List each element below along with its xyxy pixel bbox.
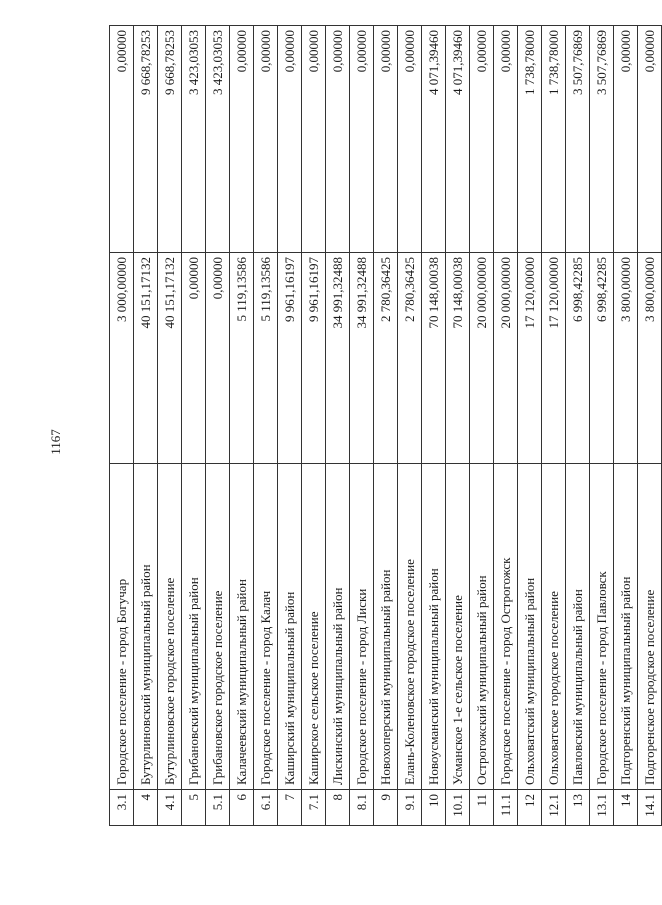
municipality-name-cell: Подгоренское городское поселение: [638, 464, 662, 790]
budget-table: [109, 25, 662, 826]
value-2-cell: 0,00000: [470, 26, 494, 253]
municipality-name-cell: Павловский муниципальный район: [566, 464, 590, 790]
value-1-cell: 17 120,00000: [542, 253, 566, 464]
table-row: [278, 26, 302, 826]
row-number-cell: 13: [566, 790, 590, 826]
value-2-cell: 1 738,78000: [542, 26, 566, 253]
table-row: [302, 26, 326, 826]
value-2-cell: 4 071,39460: [422, 26, 446, 253]
value-1-cell: 0,00000: [182, 253, 206, 464]
value-2-cell: 0,00000: [110, 26, 134, 253]
value-1-cell: 3 000,00000: [110, 253, 134, 464]
table-row: [614, 26, 638, 826]
value-1-cell: 2 780,36425: [398, 253, 422, 464]
municipality-name-cell: Каширский муниципальный район: [278, 464, 302, 790]
table-row: [326, 26, 350, 826]
table-row: [422, 26, 446, 826]
value-2-cell: 0,00000: [230, 26, 254, 253]
table-row: [542, 26, 566, 826]
table-row: [518, 26, 542, 826]
table-row: [590, 26, 614, 826]
municipality-name-cell: Грибановское городское поселение: [206, 464, 230, 790]
municipality-name-cell: Грибановский муниципальный район: [182, 464, 206, 790]
value-1-cell: 20 000,00000: [494, 253, 518, 464]
value-2-cell: 3 507,76869: [590, 26, 614, 253]
municipality-name-cell: Лискинский муниципальный район: [326, 464, 350, 790]
row-number-cell: 12.1: [542, 790, 566, 826]
row-number-cell: 5.1: [206, 790, 230, 826]
municipality-name-cell: Ольховатский муниципальный район: [518, 464, 542, 790]
table-row: [254, 26, 278, 826]
row-number-cell: 14.1: [638, 790, 662, 826]
row-number-cell: 4: [134, 790, 158, 826]
row-number-cell: 10.1: [446, 790, 470, 826]
value-2-cell: 0,00000: [254, 26, 278, 253]
table-row: [182, 26, 206, 826]
row-number-cell: 12: [518, 790, 542, 826]
municipality-name-cell: Каширское сельское поселение: [302, 464, 326, 790]
row-number-cell: 8.1: [350, 790, 374, 826]
value-1-cell: 17 120,00000: [518, 253, 542, 464]
value-2-cell: 0,00000: [398, 26, 422, 253]
table-row: [134, 26, 158, 826]
value-2-cell: 0,00000: [614, 26, 638, 253]
municipality-name-cell: Ольховатское городское поселение: [542, 464, 566, 790]
municipality-name-cell: Бутурлиновский муниципальный район: [134, 464, 158, 790]
municipality-name-cell: Новоусманский муниципальный район: [422, 464, 446, 790]
budget-table-container: [109, 30, 657, 826]
row-number-cell: 3.1: [110, 790, 134, 826]
row-number-cell: 7: [278, 790, 302, 826]
value-2-cell: 1 738,78000: [518, 26, 542, 253]
value-2-cell: 0,00000: [350, 26, 374, 253]
value-1-cell: 40 151,17132: [134, 253, 158, 464]
row-number-cell: 4.1: [158, 790, 182, 826]
value-2-cell: 0,00000: [494, 26, 518, 253]
value-1-cell: 3 800,00000: [614, 253, 638, 464]
row-number-cell: 11.1: [494, 790, 518, 826]
value-1-cell: 20 000,00000: [470, 253, 494, 464]
value-2-cell: 0,00000: [374, 26, 398, 253]
value-2-cell: 3 423,03053: [182, 26, 206, 253]
municipality-name-cell: Елань-Коленовское городское поселение: [398, 464, 422, 790]
value-1-cell: 9 961,16197: [302, 253, 326, 464]
table-row: [494, 26, 518, 826]
value-1-cell: 34 991,32488: [326, 253, 350, 464]
row-number-cell: 13.1: [590, 790, 614, 826]
table-row: [158, 26, 182, 826]
value-1-cell: 70 148,00038: [422, 253, 446, 464]
row-number-cell: 6.1: [254, 790, 278, 826]
value-2-cell: 9 668,78253: [134, 26, 158, 253]
row-number-cell: 7.1: [302, 790, 326, 826]
row-number-cell: 9.1: [398, 790, 422, 826]
table-row: [446, 26, 470, 826]
value-1-cell: 5 119,13586: [230, 253, 254, 464]
row-number-cell: 9: [374, 790, 398, 826]
municipality-name-cell: Подгоренский муниципальный район: [614, 464, 638, 790]
value-1-cell: 34 991,32488: [350, 253, 374, 464]
row-number-cell: 6: [230, 790, 254, 826]
page-number: 1167: [48, 429, 63, 455]
value-2-cell: 0,00000: [278, 26, 302, 253]
value-2-cell: 3 507,76869: [566, 26, 590, 253]
value-1-cell: 0,00000: [206, 253, 230, 464]
value-1-cell: 6 998,42285: [566, 253, 590, 464]
municipality-name-cell: Городское поселение - город Богучар: [110, 464, 134, 790]
value-1-cell: 3 800,00000: [638, 253, 662, 464]
table-body: [110, 26, 662, 826]
municipality-name-cell: Калачеевский муниципальный район: [230, 464, 254, 790]
value-1-cell: 70 148,00038: [446, 253, 470, 464]
municipality-name-cell: Новохоперский муниципальный район: [374, 464, 398, 790]
table-row: [230, 26, 254, 826]
row-number-cell: 11: [470, 790, 494, 826]
value-2-cell: 9 668,78253: [158, 26, 182, 253]
value-1-cell: 9 961,16197: [278, 253, 302, 464]
table-row: [566, 26, 590, 826]
table-row: [110, 26, 134, 826]
value-2-cell: 3 423,03053: [206, 26, 230, 253]
row-number-cell: 14: [614, 790, 638, 826]
row-number-cell: 10: [422, 790, 446, 826]
municipality-name-cell: Острогожский муниципальный район: [470, 464, 494, 790]
value-2-cell: 0,00000: [326, 26, 350, 253]
table-row: [638, 26, 662, 826]
municipality-name-cell: Усманское 1-е сельское поселение: [446, 464, 470, 790]
value-1-cell: 5 119,13586: [254, 253, 278, 464]
value-2-cell: 0,00000: [638, 26, 662, 253]
table-row: [350, 26, 374, 826]
table-row: [374, 26, 398, 826]
value-1-cell: 6 998,42285: [590, 253, 614, 464]
value-2-cell: 0,00000: [302, 26, 326, 253]
municipality-name-cell: Городское поселение - город Острогожск: [494, 464, 518, 790]
value-2-cell: 4 071,39460: [446, 26, 470, 253]
table-row: [470, 26, 494, 826]
value-1-cell: 40 151,17132: [158, 253, 182, 464]
municipality-name-cell: Городское поселение - город Павловск: [590, 464, 614, 790]
municipality-name-cell: Городское поселение - город Калач: [254, 464, 278, 790]
municipality-name-cell: Бутурлиновское городское поселение: [158, 464, 182, 790]
row-number-cell: 8: [326, 790, 350, 826]
value-1-cell: 2 780,36425: [374, 253, 398, 464]
row-number-cell: 5: [182, 790, 206, 826]
table-row: [206, 26, 230, 826]
table-row: [398, 26, 422, 826]
municipality-name-cell: Городское поселение - город Лиски: [350, 464, 374, 790]
